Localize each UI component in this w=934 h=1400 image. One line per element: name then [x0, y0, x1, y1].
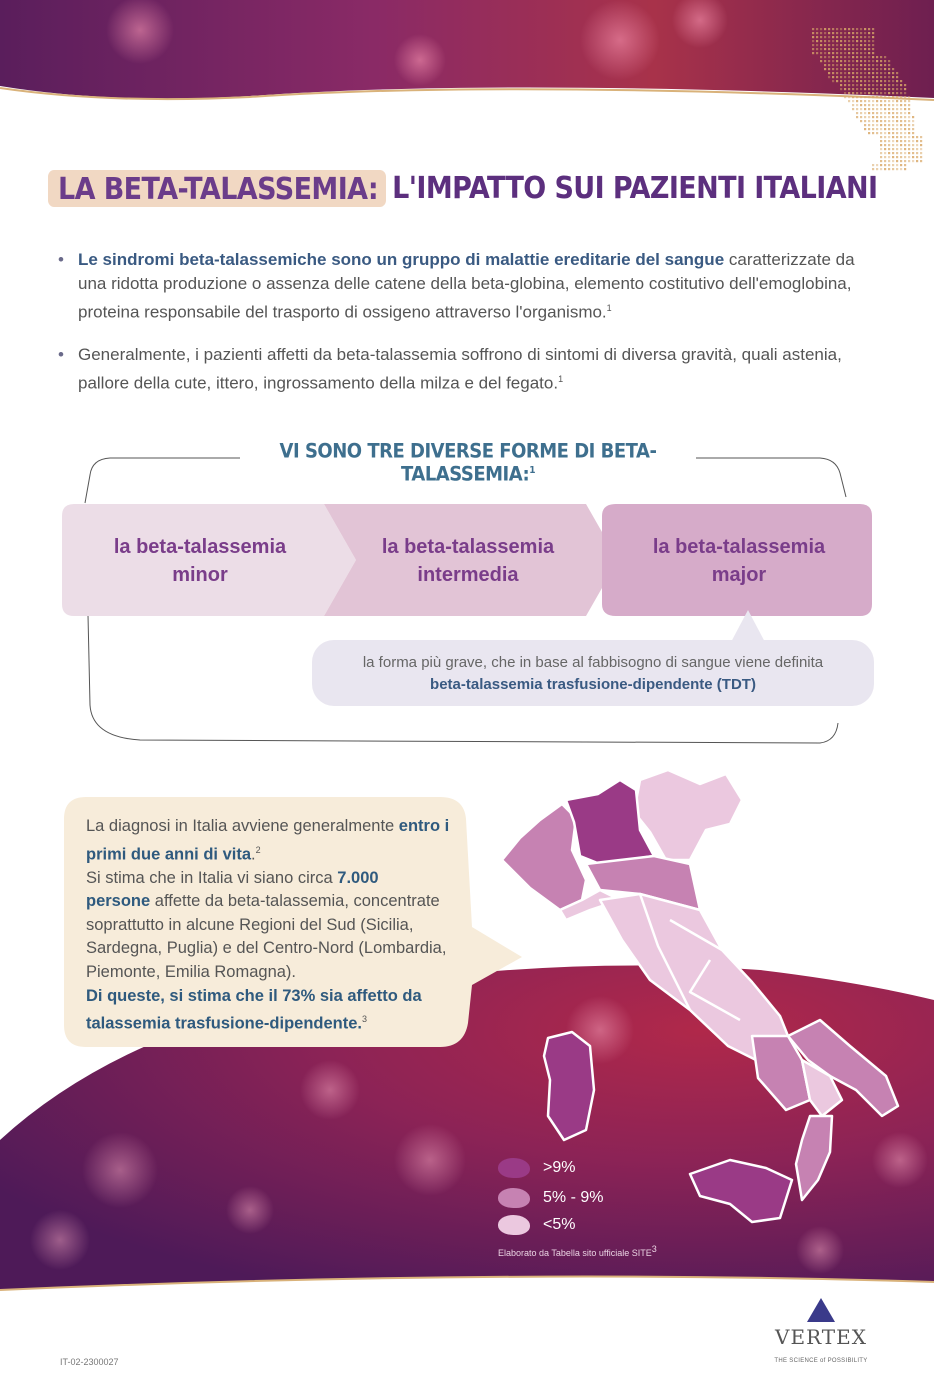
- form-minor: la beta-talassemia minor: [113, 536, 287, 586]
- header-decoration: [0, 0, 934, 110]
- forms-title: VI SONO TRE DIVERSE FORME DI BETA-TALASSEMIA:$^1$: [240, 440, 696, 486]
- region-calabria: [796, 1116, 832, 1200]
- legend-low: <5%: [498, 1215, 575, 1235]
- logo-triangle-icon: [807, 1298, 835, 1322]
- page-title: [48, 168, 877, 208]
- bullet-bold: Le sindromi beta-talassemiche sono un gruppo di malattie ereditarie del sangue: [78, 250, 725, 269]
- region-sardegna: [544, 1032, 594, 1140]
- region-sicilia: [690, 1160, 792, 1222]
- legend-mid: 5% - 9%: [498, 1188, 603, 1208]
- dotted-italy-icon: [806, 14, 924, 174]
- form-major: la beta-talassemia major: [652, 536, 826, 586]
- title-highlight: LA BETA-TALASSEMIA:: [48, 170, 386, 207]
- bullet-symptoms: • Generalmente, i pazienti affetti da beta-talassemia soffrono di sintomi di diversa gravità, quali astenia, pallore della cute, ittero, ingrossamento della milza e del fegato.$^1$: [58, 345, 842, 393]
- logo-tagline: THE SCIENCE of POSSIBILITY: [774, 1358, 868, 1364]
- bullet-definition: • Le sindromi beta-talassemiche sono un gruppo di malattie ereditarie del sangue caratterizzate da una ridotta produzione o assenza delle catene della beta-globina, elemento costitutivo dell'emoglobina, proteina responsabile del trasporto di ossigeno attraverso l'organismo.$^1$: [58, 250, 855, 322]
- legend-swatch: [498, 1158, 530, 1178]
- legend-high: >9%: [498, 1158, 575, 1178]
- tdt-note: la forma più grave, che in base al fabbisogno di sangue viene definita beta-talassemia trasfusione-dipendente (TDT): [312, 640, 874, 706]
- logo-name: VERTEX: [775, 1325, 867, 1349]
- form-intermedia: la beta-talassemia intermedia: [381, 536, 555, 586]
- legend-swatch: [498, 1188, 530, 1208]
- title-rest: L'IMPATTO SUI PAZIENTI ITALIANI: [392, 170, 878, 206]
- diagnosis-text: La diagnosi in Italia avviene generalmente entro i primi due anni di vita.$^2$ Si stima che in Italia vi siano circa 7.000 persone affette da beta-talassemia, concentrate soprattutto in alcune Regioni del Sud (Sicilia, Sardegna, Puglia) e del Centro-Nord (Lombardia, Piemonte, Emilia Romagna). Di queste, si stima che il 73% sia affetto da talassemia trasfusione-dipendente.$^3$: [86, 817, 450, 1033]
- tdt-pointer: [728, 610, 768, 644]
- document-code: IT-02-2300027: [60, 1357, 119, 1367]
- source-note: Elaborato da Tabella sito ufficiale SITE$^3$: [498, 1244, 657, 1258]
- vertex-logo: [766, 1298, 876, 1368]
- legend-swatch: [498, 1215, 530, 1235]
